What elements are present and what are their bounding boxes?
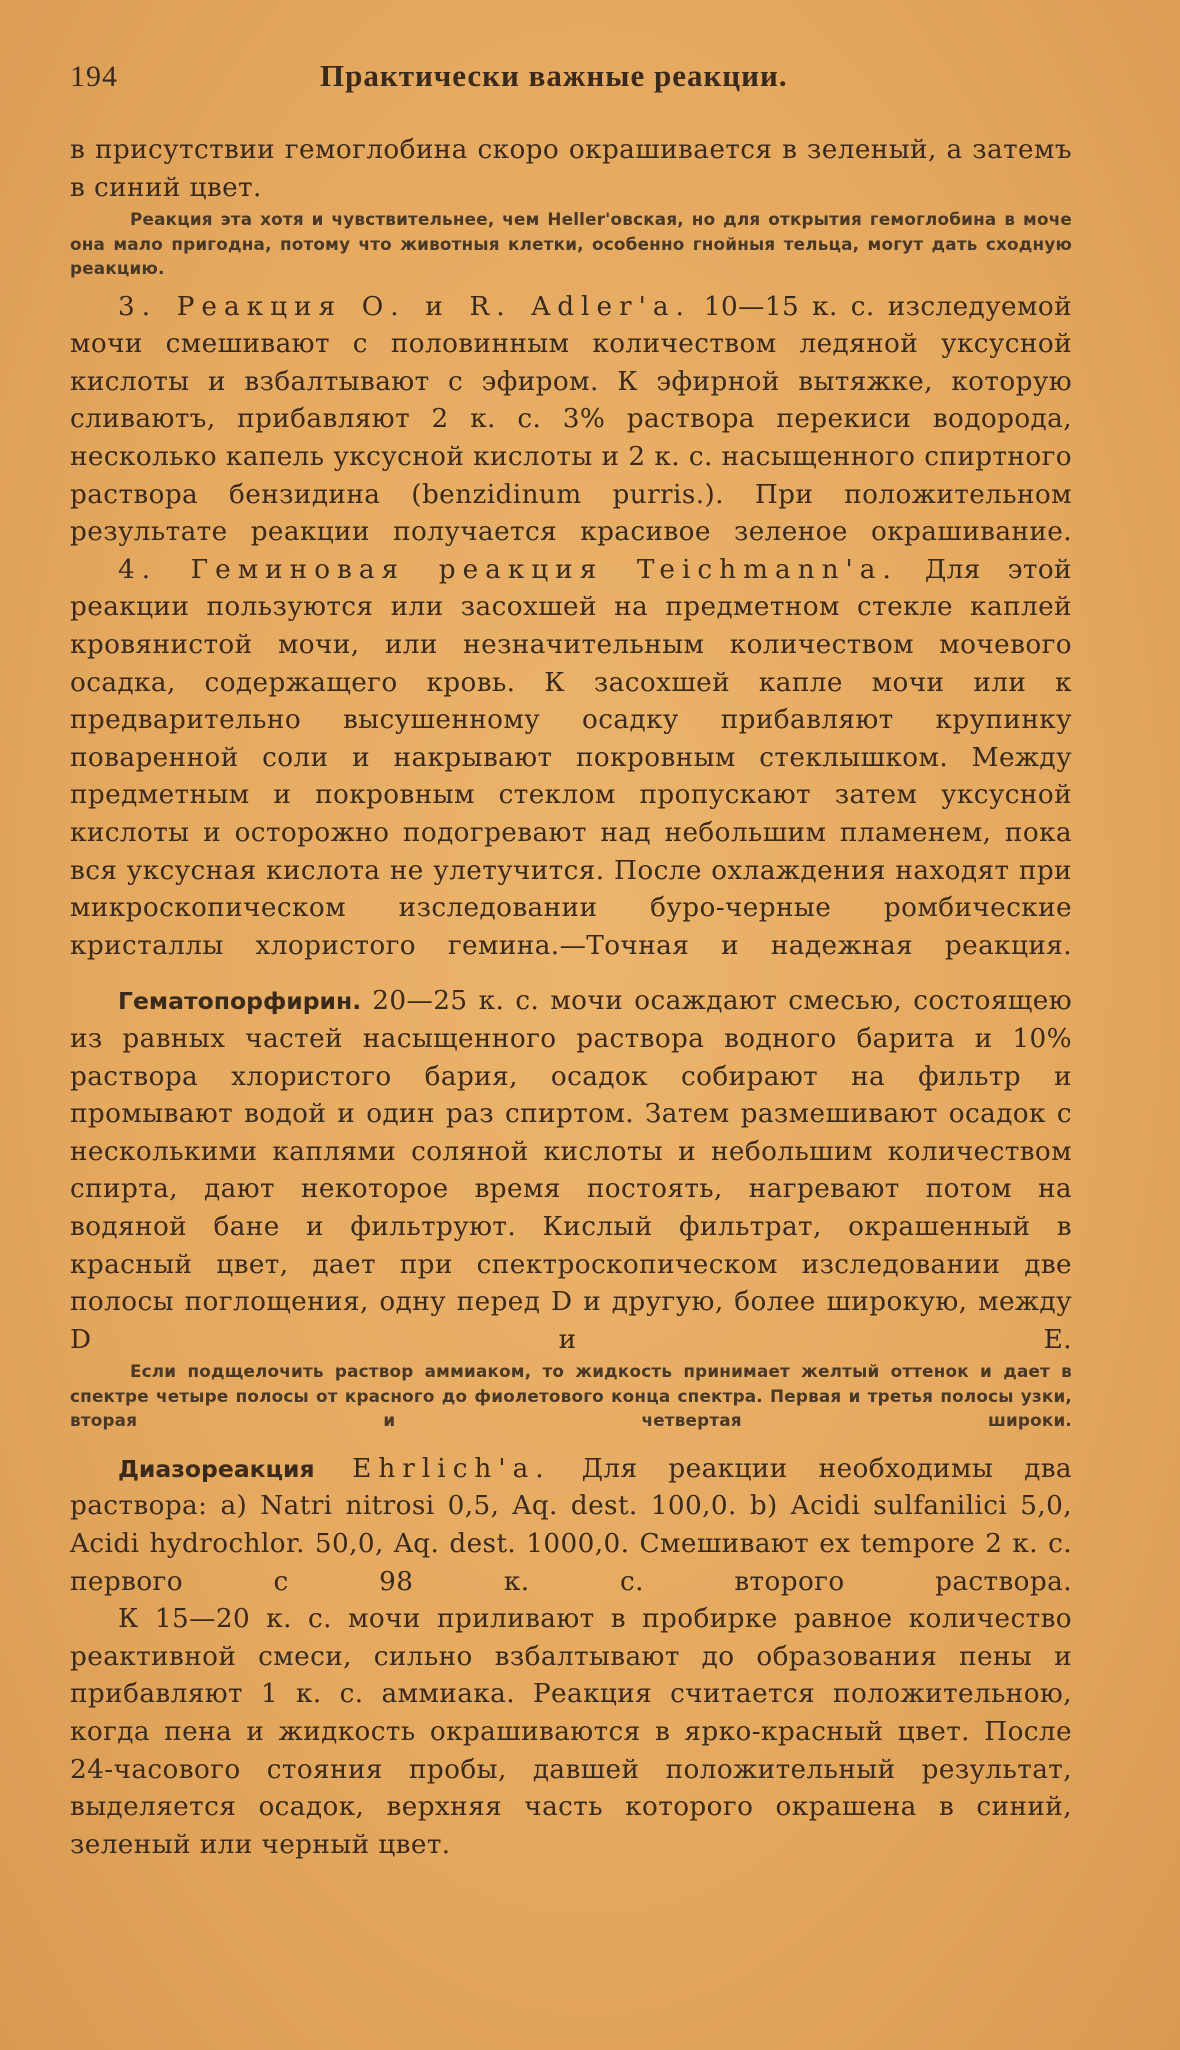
teichmann-heading: 4. Геминовая реакция Teichmann'а. — [118, 554, 898, 585]
page-header — [70, 58, 1072, 102]
footnote-heller: Реакция эта хотя и чувствительнее, чем Heller'овская, но для открытия гемоглобина в моче она мало пригодна, потому что животныя клетки, особенно гнойныя тельца, могут дать сходную реакцию. — [70, 209, 1072, 279]
ehrlich-name: Ehrlich'а. — [314, 1453, 551, 1484]
paragraph-adler-reaction — [70, 289, 1072, 552]
paragraph-hematoporphyrin — [70, 983, 1072, 1359]
teichmann-text: Для этой реакции пользуются или засохшей на предметном стекле каплей кровянистой мочи, или незначительным количеством мочевого осадка, содержащего кровь. К засохшей капле мочи или к предварительно высушенному осадку прибавляют крупинку поваренной соли и накрывают покровным стеклышком. Между предметным и покровным стеклом пропускают затем уксусной кислоты и осторожно подогревают над небольшим пламенем, пока вся уксусная кислота не улетучится. После охлаждения находят при микроскопическом изследовании буро-черные ромбические кристаллы хлористого гемина.—Точная и надежная реакция. — [70, 554, 1072, 961]
paragraph-continuation: в присутствии гемоглобина скоро окрашивается в зеленый, а затемъ в синий цвет. — [70, 135, 1072, 203]
running-title: Практически важные реакции. — [320, 58, 788, 93]
footnote-ammonia: Если подщелочить раствор аммиаком, то жидкость принимает желтый оттенок и дает в спектре четыре полосы от красного до фиолетового конца спектра. Первая и третья полосы узки, вторая и четвертая широки. — [70, 1361, 1072, 1431]
diazoreaction-heading: Диазореакция — [118, 1454, 315, 1483]
paragraph-diazoreaction — [70, 1451, 1072, 1601]
adler-text: 10—15 к. с. изследуемой мочи смешивают с половинным количеством ледяной уксусной кислоты и взбалтывают с эфиром. К эфирной вытяжке, которую сливаютъ, прибавляют 2 к. с. 3% раствора перекиси водорода, несколько капель уксусной кислоты и 2 к. с. насыщенного спиртного раствора бензидина (benzidinum purris.). При положительном результате реакции получается красивое зеленое окрашивание. — [70, 291, 1072, 548]
page-number: 194 — [70, 60, 118, 93]
hematoporphyrin-text: 20—25 к. с. мочи осаждают смесью, состоящею из равных частей насыщенного раствора водного барита и 10% раствора хлористого бария, осадок собирают на фильтр и промывают водой и один раз спиртом. Затем размешивают осадок с несколькими каплями соляной кислоты и небольшим количеством спирта, дают некоторое время постоять, нагревают потом на водяной бане и фильтруют. Кислый фильтрат, окрашенный в красный цвет, дает при спектроскопическом изследовании две полосы поглощения, одну перед D и другую, более широкую, между D и E. — [70, 986, 1072, 1355]
paragraph-teichmann-reaction — [70, 552, 1072, 966]
adler-heading: 3. Реакция О. и R. Adler'а. — [118, 291, 691, 322]
diazoreaction-text: Для реакции необходимы два раствора: a) Natri nitrosi 0,5, Aq. dest. 100,0. b) Acidi sulfanilici 5,0, Acidi hydrochlor. 50,0, Aq. dest. 1000,0. Смешивают ex tempore 2 к. с. первого с 98 к. с. второго раствора. — [70, 1453, 1072, 1597]
hematoporphyrin-heading: Гематопорфирин. — [118, 987, 362, 1016]
paragraph-diazo-procedure: К 15—20 к. с. мочи приливают в пробирке равное количество реактивной смеси, сильно взбалтывают до образования пены и прибавляют 1 к. с. аммиака. Реакция считается положительною, когда пена и жидкость окрашиваются в ярко-красный цвет. После 24-часового стояния пробы, давшей положительный результат, выделяется осадок, верхняя часть которого окрашена в синий, зеленый или черный цвет. — [70, 1604, 1072, 1860]
